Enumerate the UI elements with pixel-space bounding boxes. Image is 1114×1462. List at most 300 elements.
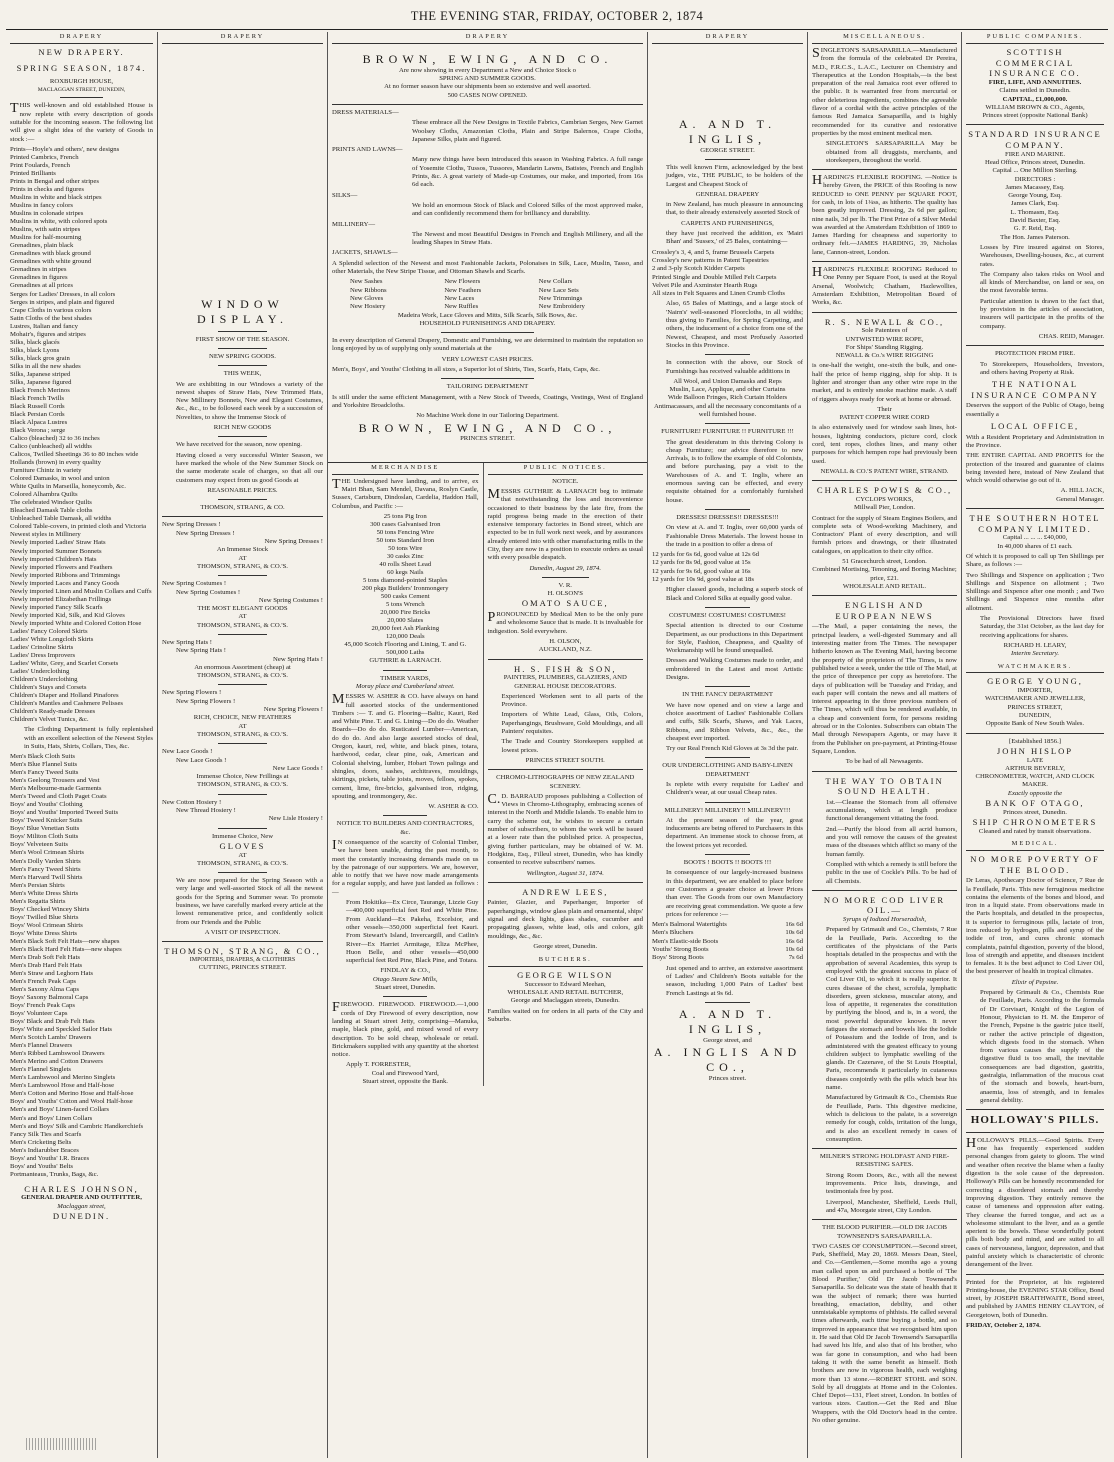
subhead: FURNITURE! FURNITURE !! FURNITURE !!!: [661, 428, 794, 436]
line: Successor to Edward Meehan,: [524, 980, 606, 988]
novelty-item: New Flowers: [444, 278, 481, 286]
novelty-item: New Hosiery: [350, 303, 386, 311]
list-item: Lustres, Italian and fancy: [10, 322, 78, 330]
column-header: DRAPERY: [162, 32, 323, 44]
cargo-item: 60 kegs Nails: [387, 569, 424, 577]
list-item: Muslin, Lace, Applique, and other Curtains: [669, 386, 786, 394]
print-smudge: [26, 1438, 96, 1450]
list-item: Muslins for half-mourning: [10, 234, 82, 242]
list-item: Men's Wool Crimean Shirts: [10, 849, 84, 857]
line: Cleaned and rated by transit observations.: [978, 827, 1092, 835]
list-item: Crossley's 3, 4, and 5, frame Brussels Carpets: [652, 248, 775, 256]
list-item: Boys' Velveteen Suits: [10, 841, 68, 849]
list-item: Newly imported Children's Hats: [10, 555, 97, 563]
list-item: Ladies' Crinoline Skirts: [10, 643, 74, 651]
list-item: Boys' and Youths' I.R. Braces: [10, 1154, 90, 1162]
hislop-heading: JOHN HISLOP: [996, 745, 1074, 756]
subhead: OUR UNDERCLOTHING AND BABY-LINEN DEPARTMENT: [662, 762, 793, 778]
list-item: Men's Lambswool and Merino Singlets: [10, 1074, 116, 1082]
list-item: Boys' and Youths' Imported Tweed Suits: [10, 809, 119, 817]
column-header: DRAPERY: [652, 32, 803, 44]
line: To be had of all Newsagents.: [845, 758, 924, 766]
line: New Spring Dresses !: [162, 521, 221, 529]
cargo-item: 50 tons Fencing Wire: [376, 528, 434, 536]
paragraph: Having closed a very successful Winter Season, we have marked the whole of the New Summer Stock on the same moderate scale of charges, so that all our customers may expect from us good Goods at: [176, 451, 323, 484]
list-item: Boys' Twilled Blue Shirts: [10, 913, 79, 921]
section-text: Many new things have been introduced this season in Washing Fabrics. A full range of Yosemite Cloths, Tussos, Tussores, Mandarin Lawns, Batistes, French and English Prints, &c. A great variety of Made-up Costumes, our make, and imported, from 16s 6d each.: [412, 156, 643, 189]
paragraph: C.D. BARRAUD proposes publishing a Collection of Views in Chromo-Lithography, embracing scenes of interest in the North and Middle Islands. To enable him to carry the scheme out, he wishes to secure a certain number of subscribers, to whom the work will be issued at a lower rate than the published price. A prospectus, giving further particulars, may be obtained of W. M. Hodgkins, Esq., Filleul street, Dunedin, who has kindly consented to receive subscribers' names.: [487, 791, 643, 867]
director-name: James Macassey, Esq.: [1005, 183, 1065, 191]
line: Opposite Bank of New South Wales.: [985, 720, 1085, 728]
paragraph: SINGLETON'S SARSAPARILLA.—Manufactured from the formula of the celebrated Dr Pereira, M.D., F.R.C.S., L.A.C., Lecturer on Chemistry and Therapeutics at the London Hospitals,—is the best preparation of the real Jamaica root ever offered to the public. It is warranted free from mercurial or other deleterious ingredients, combines the agreeable flavor of a cordial with the active principles of the famous Red Jamaica Sarsaparilla, and is highly recommended for its curative and restorative properties by the most eminent medical men.: [812, 45, 957, 137]
lead2: At no former season have our shipments been so extensive and well assorted.: [384, 83, 591, 91]
cargo-item: 50 tons Wire: [388, 544, 423, 552]
list-item: Newly imported White and Colored Cotton Hose: [10, 619, 142, 627]
section-text: A Splendid selection of the Newest and most Fashionable Jackets, Polonaises in Silk, Lace, Muslin, Tasso, and other Materials, the New Stripe Tissue, and Ottoman Shawls and Scarfs.: [332, 259, 643, 276]
health-heading: THE WAY TO OBTAIN SOUND HEALTH.: [825, 775, 944, 797]
list-item: Calico (bleached) 32 to 36 inches: [10, 435, 100, 443]
line: RICH, CHOICE, NEW FEATHERS: [193, 714, 292, 722]
subhead-prices: REASONABLE PRICES.: [207, 486, 278, 494]
date: Wellington, August 31, 1874.: [526, 869, 604, 877]
paragraph: Is replete with every requisite for Ladies' and Children's wear, at our usual Cheap rates.: [666, 780, 803, 797]
novelty-item: New Embroidery: [538, 303, 585, 311]
firm-name: THOMSON, STRANG, & CO.'S.: [197, 672, 288, 680]
paragraph: HARDING'S FLEXIBLE ROOFING Reduced to One Penny per Square Foot, is used at the Royal Arsenal, Woolwich; Chatham, Hazlewollies, Amsterdam Exhibition, Metropolitan Board of Works, &c.: [812, 265, 957, 307]
line: FIRE AND MARINE.: [1004, 150, 1065, 158]
novelty-item: New Ruffles: [444, 303, 479, 311]
list-item: Boys' White Dress Shirts: [10, 929, 78, 937]
firm-name: BROWN, EWING, AND CO.,: [358, 420, 617, 435]
novelty-item: New Feathers: [444, 286, 482, 294]
novelty-item: New Lace Sets: [538, 286, 579, 294]
line: RICHARD H. LEARY,: [1003, 641, 1067, 649]
price-item: 12 yards for 8s 9d, good value at 15s: [652, 559, 751, 567]
boot-price: 7s 6d: [788, 954, 803, 962]
list-item: Mohair's, figures and stripes: [10, 330, 86, 338]
paragraph: Is still under the same efficient Management, with a New Stock of Tweeds, Coatings, Vestings, West of England and Yorkshire Broadcloths.: [332, 393, 643, 409]
boot-price: 10s 6d: [785, 929, 803, 937]
line: Their: [877, 405, 892, 413]
line: Immense Choice, New: [211, 832, 274, 840]
list-item: Men's Straw and Leghorn Hats: [10, 969, 93, 977]
list-item: Boys' Black and Drab Felt Hats: [10, 1018, 95, 1026]
cargo-item: 20,000 Fire Bricks: [380, 609, 431, 617]
line: Princes street (opposite National Bank): [982, 112, 1088, 120]
line: NEWALL & CO.'S PATENT WIRE, STRAND.: [820, 467, 949, 475]
boot-price-row: [652, 921, 803, 929]
line: New Spring Hats !: [162, 639, 212, 646]
paragraph: TWO CASES OF CONSUMPTION.—Second street, Park, Sheffield, May 20, 1869. Messrs Dean, Steel, and Co.—Gentlemen,—Some months ago a young man called upon us and purchased a bottle of 'The Blood Purifier,' Old Dr Jacob Townsend's Sarsaparilla. So delicate was the state of health that it was the subject of remark; there was hurried breathing, emaciation, debility, and other unmistakable symptoms of phthisis. He called several times afterwards, each time buying a bottle, and so improved in appearance that we recognised him upon it. He said that Old Dr Jacob Townsend's Sarsaparilla had saved his life, and also that of his brother, who was far gone in consumption, and who had been taking it with the same benefit as himself. Both brothers are now in vigorous health, each weighing more than 13 stone.—ROBERT STOHL and SON. Sold by all druggists at Home and in the Colonies. Chief Depot—131, Fleet street, London. In bottles of various sizes. Caution.—Get the Red and Blue Wrappers, with the Old Doctor's head in the centre. No other genuine.: [812, 1242, 957, 1425]
paragraph: We are exhibiting in our Windows a variety of the newest shapes of Straw Hats, New Trimmed Hats, New Millinery Bonnets, New and Elegant Costumes, &c., &c., to be followed each week by a succession of Novelties, to show the Immense Stock of: [176, 380, 323, 421]
boot-price: 10s 6d: [785, 946, 803, 954]
hotel-heading: THE SOUTHERN HOTEL COMPANY LIMITED.: [969, 513, 1101, 534]
list-item: All sizes in Felt Squares and Linen Crumb Cloths: [652, 290, 785, 298]
paragraph: We have now opened and on view a large and choice assortment of Ladies' Fashionable Collars and cuffs, Silk Scarfs, Shaws, and Yak Laces, Ribbons, and Ribbon Velvets, &c., &c., the cheapest ever imported.: [666, 701, 803, 742]
list-item: Men's Black Soft Felt Hats—new shapes: [10, 937, 120, 945]
subhead-first-show: FIRST SHOW OF THE SEASON.: [195, 335, 290, 343]
list-item: Men's Tweed and Cloth Paget Coats: [10, 793, 107, 801]
list-item: Wide Balloon Fringes, Rich Curtain Holders: [667, 394, 788, 402]
paragraph: Liverpool, Manchester, Sheffield, Leeds Hull, and 47a, Moorgate street, City London.: [826, 1198, 957, 1214]
boot-price: 16s 6d: [785, 921, 803, 929]
column-public-companies: [962, 32, 1108, 1458]
lees-title: ANDREW LEES,: [522, 886, 609, 897]
list-item: Men's Flannel Drawers: [10, 1042, 73, 1050]
line: CHAS. REID, Manager.: [1038, 332, 1104, 340]
list-item: Men's Ribbed Lambswool Drawers: [10, 1050, 105, 1058]
butchers-header: BUTCHERS.: [488, 955, 643, 967]
paragraph: The great desideratum in this thriving Colony is cheap Furniture; our advice therefore to new Arrivals, is to follow the example of old Colonists, and before purchasing, pay a visit to the Warehouses of A. and T. Inglis, where an enormous saving can be effected, and every requisite obtained for a comfortably furnished house.: [666, 438, 803, 504]
list-item: Men's Flannel Singlets: [10, 1066, 72, 1074]
line: LOCAL OFFICE,: [990, 421, 1080, 432]
signature-name: CHARLES JOHNSON,: [24, 1183, 139, 1194]
list-item: Children's Mantles and Cashmere Pelisses: [10, 700, 124, 708]
imprint: Printed for the Proprietor, at his registered Printing-house, the EVENING STAR Office, Bond street, by JOSEPH BRAITHWAITE, Bond street, and published by JAMES HENRY CLAYTON, of Georgetown, both of Dunedin.: [966, 1278, 1104, 1319]
list-item: Velvet Pile and Axminster Hearth Rugs: [652, 281, 758, 289]
line: New Spring Costumes !: [162, 580, 227, 588]
street: GEORGE STREET.: [700, 146, 755, 154]
line: WILLIAM BROWN & CO., Agents,: [985, 103, 1085, 111]
tailoring-heading: TAILORING DEPARTMENT: [446, 383, 529, 391]
list-item: Muslins in white and black stripes: [10, 194, 102, 202]
paragraph: Importers of White Lead, Glass, Oils, Colors, Paperhangings, Brushware, Gold Mouldings, and all Painters' requisites.: [501, 711, 643, 736]
line: New Spring Costumes !: [258, 596, 323, 604]
director-name: James Clark, Esq.: [1011, 200, 1059, 208]
line: NEWALL & Co.'s WIRE RIGGING: [835, 352, 934, 360]
list-item: Men's Merino and Cotton Drawers: [10, 1058, 103, 1066]
line: New Spring Costumes !: [176, 588, 241, 596]
holloway-heading: HOLLOWAY'S PILLS.: [970, 1114, 1100, 1127]
masthead: THE EVENING STAR, FRIDAY, OCTOBER 2, 1874: [6, 4, 1108, 30]
paragraph: The Provisional Directors have fixed Saturday, the 31st October, as the last day for receiving applications for shares.: [980, 615, 1104, 639]
line: WHOLESALE AND RETAIL BUTCHER,: [507, 989, 624, 997]
firm-name: THOMSON, STRANG, & CO.'S.: [197, 859, 288, 867]
cod-heading: NO MORE COD LIVER OIL.—: [823, 894, 946, 916]
list-item: Silks in all the new shades: [10, 362, 81, 370]
list-item: Silks, black Lyons: [10, 346, 60, 354]
subhead-this-week: THIS WEEK,: [223, 370, 262, 378]
list-item: Boys' Wool Crimean Shirts: [10, 921, 83, 929]
paragraph: Special attention is directed to our Costume Department, as our productions in this Department for Style, Fashion, Cheapness, and Quality of Workmanship will be found unequalled.: [666, 622, 803, 655]
list-item: 2 and 3-ply Scotch Kidder Carpets: [652, 265, 745, 273]
line: PRINCES STREET,: [1007, 703, 1063, 711]
list-item: Muslins, with satin stripes: [10, 226, 81, 234]
line: 51 Gracechurch street, London.: [842, 557, 927, 565]
merchandise-column: [328, 463, 484, 1087]
price-list: [652, 551, 803, 584]
paragraph: 1st.—Cleanse the Stomach from all offensive accumulations, which at length produce functional derangement vitiating the food.: [826, 798, 957, 823]
line: Claims settled in Dunedin.: [999, 87, 1071, 95]
signature: FINDLAY & CO.,: [380, 967, 431, 975]
fish-title: H. S. FISH & SON,: [513, 663, 617, 674]
list-item: The celebrated Windsor Quilts: [10, 499, 92, 507]
gloves-heading: GLOVES: [219, 840, 266, 851]
list-item: Satin Cloths of the best shades: [10, 314, 92, 322]
column-header: MISCELLANEOUS.: [812, 32, 957, 44]
list-item: Boys' Militon Cloth Suits: [10, 833, 79, 841]
list-item: Muslins in fancy colors: [10, 202, 73, 210]
director-name: George Young, Esq.: [1008, 192, 1062, 200]
list-item: Men's Drab Hard Felt Hats: [10, 961, 83, 969]
paragraph: Also, 65 Bales of Mattings, and a large stock of 'Nairn's' well-seasoned Floorcloths, in all widths; thus giving to Families, for Spring Carpeting, and others, the inducement of a choice from one of the Newest, Cheapest, and most Profusely Assorted Stocks in this Province.: [666, 300, 803, 349]
paragraph: In consequence of our largely-increased business in this department, we are enabled to place before our Customers a greater choice at lower Prices than ever. The Goods from our own Manufactory are receiving great commendation. We quote a few prices for reference :—: [666, 869, 803, 918]
boots-price-list: [652, 921, 803, 962]
cash-prices: VERY LOWEST CASH PRICES.: [441, 355, 534, 363]
section-text: We hold an enormous Stock of Black and Colored Silks of the most approved make, and can confidently recommend them for brilliancy and durability.: [412, 201, 643, 218]
list-item: Boys' Blue Venetian Suits: [10, 825, 80, 833]
list-item: Black Russell Cords: [10, 402, 65, 410]
novelty-item: New Sashes: [350, 278, 383, 286]
furnishing-list: [652, 378, 803, 419]
newall-title: R. S. NEWALL & CO.,: [824, 316, 945, 327]
sauce-title: OMATO SAUCE,: [521, 598, 609, 609]
list-item: Newly imported Flowers and Feathers: [10, 563, 113, 571]
novelty-item: New Gloves: [350, 294, 384, 302]
firm-name: THOMSON, STRANG, & CO.'S.: [197, 562, 288, 570]
line: New Spring Flowers !: [162, 689, 222, 697]
subhead: COSTUMES! COSTUMES! COSTUMES!: [668, 611, 787, 619]
column-drapery-thomson: [158, 32, 328, 1458]
column-header: DRAPERY: [10, 32, 153, 44]
cargo-item: 30 casks Zinc: [386, 552, 424, 560]
address: PRINCES STREET SOUTH.: [525, 756, 605, 764]
list-item: Boys' Tweed Knicker Suits: [10, 817, 83, 825]
address: George street, Dunedin.: [533, 942, 598, 950]
line: New Spring Dresses !: [176, 529, 235, 537]
ad-title: NEW DRAPERY.: [38, 46, 125, 57]
list-item: Black French Merinos: [10, 386, 70, 394]
paragraph: To Storekeepers, Householders, Investors, and others having Property at Risk.: [980, 360, 1104, 376]
paragraph: —The Mail, a paper containing the news, the principal leaders, a well-digested Summary and all interesting matter from The Times. The newspaper hitherto known as The Evening Mail, having become the property of the proprietors of The Times, is now published twice a week, under the title of The Mail, at the price of threepence per copy as heretofore. The days of publication will be Tuesday and Friday, and each paper will contain the news and all matters of interest appearing in the three previous numbers of The Times, which will thus be rendered available, in a cheap and convenient form, for persons residing abroad or in the Colonies. Subscribers can obtain The Mail through Newspapers Agents, or may have it from the Publisher on pre-payment, at Printing-House Square, London.: [812, 623, 957, 755]
list-item: Newly imported Linen and Muslin Collars and Cuffs: [10, 587, 152, 595]
list-item: Boys' and Youths' Clothing: [10, 801, 83, 809]
list-item: Boys' Saxony Balmoral Caps: [10, 994, 89, 1002]
paragraph: Manufactured by Grimault & Co., Chemists Rue de Feuillade, Paris. This digestive medicine, which is delicious to the palate, is a sovereign remedy for cough, colds, irritation of the lungs, and is also an excellent remedy in cases of consumption.: [826, 1094, 957, 1143]
young-heading: GEORGE YOUNG,: [987, 676, 1083, 687]
line: New Spring Hats !: [273, 655, 323, 663]
paragraph: The Trade and Country Storekeepers supplied at lowest prices.: [501, 738, 643, 754]
list-item: Men's Lambswool Hose and Half-hose: [10, 1082, 115, 1090]
line: New Cotton Hosiery !: [162, 798, 222, 806]
firm-name: THOMSON, STRANG, & CO.: [200, 504, 285, 512]
list-item: Prints—Hoyle's and others', new designs: [10, 145, 120, 153]
paragraph: HOLLOWAY'S PILLS.—Good Spirits. Every one has frequently experienced sudden personal changes from gaiety to gloom. The wind and weather often receive the blame when a faulty digestion is the sole cause of the depression. Holloway's Pills can be honestly recommended for correcting a disordered stomach and thereby improving digestion. They entirely remove the cause of tameness and oppression after eating. They cleanse the furred tongue, and act as a wholesome stimulant to the liver, and as a gentle aperient to the bowels. These wonderfully potent pills both body and mind, and are suited to all cases of nervousness, languor, depression, and that painful anxiety which is characteristic of chronic derangement of the liver.: [966, 1135, 1104, 1269]
list-item: Furniture Chintz in variety: [10, 467, 82, 475]
medical-header: MEDICAL.: [966, 839, 1104, 851]
section-title: DRESS MATERIALS—: [332, 109, 399, 116]
list-item: Bleached Damask Table cloths: [10, 507, 93, 515]
list-item: Muslins in white, with colored spots: [10, 218, 108, 226]
boot-price-row: [652, 929, 803, 937]
at: AT: [238, 851, 247, 859]
ad-street: MACLAGGAN STREET, DUNEDIN,: [37, 86, 126, 93]
column-brown-ewing: [328, 32, 648, 1458]
line: BANK OF OTAGO,: [985, 798, 1085, 809]
line: PATENT COPPER WIRE CORD: [839, 414, 930, 422]
at: AT: [238, 554, 247, 562]
cargo-item: 50 tons Standard Iron: [376, 536, 435, 544]
list-item: Boys' Checked Wincey Shirts: [10, 905, 90, 913]
list-item: Newly imported Summer Bonnets: [10, 547, 102, 555]
list-item: Men's Fancy Tweed Suits: [10, 769, 79, 777]
fish-trade: PAINTERS, PLUMBERS, GLAZIERS, AND: [503, 674, 627, 682]
scottish-heading: SCOTTISH COMMERCIAL INSURANCE CO.: [989, 46, 1081, 79]
list-item: Newly imported Ladies' Straw Hats: [10, 539, 106, 547]
list-item: Grenadines at all prices: [10, 282, 73, 290]
poverty-heading: NO MORE POVERTY OF THE BLOOD.: [970, 853, 1100, 875]
price-item: 12 yards for 10s 9d, good value at 18s: [652, 576, 754, 584]
paragraph: Experienced Workmen sent to all parts of the Province.: [501, 692, 643, 709]
list-item: Portmanteaus, Trunks, Bags, &c.: [10, 1170, 99, 1178]
list-item: Colored Table-covers, in printed cloth and Victoria: [10, 523, 147, 531]
powis-title: CHARLES POWIS & CO.,: [816, 485, 953, 496]
list-item: Boys' and Youths' Belts: [10, 1162, 73, 1170]
national-heading: THE NATIONAL INSURANCE COMPANY: [971, 379, 1099, 400]
list-item: Boys' Volunteer Caps: [10, 1010, 68, 1018]
cargo-item: 200 pkgs Builders' Ironmongery: [362, 585, 449, 593]
line: THE MOST ELEGANT GOODS: [197, 605, 288, 613]
cargo-item: 120,000 Deals: [385, 633, 425, 641]
line: An enormous Assortment (cheap) at: [194, 663, 291, 671]
list-item: Men's Fancy Tweed Shirts: [10, 865, 81, 873]
price-item: 12 yards for 6s 6d, good value at 12s 6d: [652, 551, 759, 559]
paragraph: On view at A. and T. Inglis, over 60,000 yards of Fashionable Dress Materials. The lowest house in the trade in a position to offer a dress of: [666, 524, 803, 548]
line: Combined Mortising, Tenoning, and Boring Machine; price, £21.: [812, 566, 957, 582]
line: Exactly opposite the: [1007, 789, 1063, 797]
line: ARTHUR BEVERLY,: [1005, 764, 1065, 772]
subhead: CARPETS AND FURNISHINGS,: [681, 219, 774, 227]
list-item: Black Alpaca Lustres: [10, 419, 68, 427]
list-item: Newly imported Elizabethan Frillings: [10, 595, 112, 603]
list-item: Ladies' White, Grey, and Scarlet Corsets: [10, 659, 119, 667]
line: Immense Choice, New Frillings at: [196, 773, 289, 781]
notice-heading: NOTICE TO BUILDERS AND CONTRACTORS, &c.: [336, 820, 474, 836]
list-item: Boys' and Youths' Cotton and Wool Half-hose: [10, 1098, 133, 1106]
list-item: Men's Drab Soft Felt Hats: [10, 953, 80, 961]
line: UNTWISTED WIRE ROPE,: [845, 335, 924, 343]
list-item: Men's and Boys' Silk and Cambric Handkerchiefs: [10, 1122, 144, 1130]
line: New Spring Dresses !: [264, 538, 323, 546]
signature: Apply T. FORRESTER,: [346, 1061, 411, 1069]
paragraph: Deserves the support of the Public of Otago, being essentially a: [966, 402, 1104, 418]
paragraph: Higher classed goods, including a superb stock of Black and Colored Silks at equally good value.: [666, 586, 803, 602]
firm-name: A. INGLIS AND CO.,: [653, 1044, 802, 1074]
firm-name: A. AND T. INGLIS,: [678, 116, 777, 146]
line: IMPORTER,: [1017, 687, 1053, 695]
line: Families waited on for orders in all parts of the City and Suburbs.: [487, 1007, 643, 1024]
boot-item: Men's Balmoral Watertights: [652, 921, 727, 929]
list-item: Children's Ready-made Dresses: [10, 708, 96, 716]
list-item: Men's Black Hard Felt Hats—new shapes: [10, 945, 122, 953]
paragraph: Men's, Boys', and Youths' Clothing in all sizes, a Superior lot of Shirts, Ties, Scarfs, Hats, Caps, &c.: [332, 366, 600, 374]
directors-list: [966, 184, 1104, 242]
subhead-rich-goods: RICH NEW GOODS: [213, 424, 272, 432]
paragraph: Strong Room Doors, &c., with all the newest improvements. Price lists, drawings, and testimonials free by post.: [826, 1171, 957, 1196]
list-item: Children's Velvet Tunics, &c.: [10, 716, 89, 724]
list-item: Men's Cricketing Belts: [10, 1138, 72, 1146]
signature-city: DUNEDIN.: [52, 1211, 111, 1221]
line: Capital ... ... ... £40,000,: [1002, 534, 1068, 542]
signature-title: GENERAL DRAPER AND OUTFITTER,: [21, 1194, 142, 1202]
timber-yards: TIMBER YARDS,: [380, 674, 431, 682]
novelty-item: New Trimmings: [538, 294, 583, 302]
ad-title: BROWN, EWING, AND CO.: [362, 51, 613, 66]
line: New Lace Goods !: [272, 764, 323, 772]
line: New Lisle Hosiery !: [268, 815, 323, 823]
ad-house: ROXBURGH HOUSE,: [49, 78, 114, 86]
news-heading: ENGLISH AND EUROPEAN NEWS: [835, 600, 934, 621]
season: SPRING AND SUMMER GOODS.: [439, 75, 536, 83]
goods-list: [10, 146, 153, 724]
column-inglis: [648, 32, 808, 1458]
list-item: Newly imported Kid, Silk, and Kid Gloves: [10, 611, 125, 619]
line: Capital ... One Million Sterling.: [992, 167, 1078, 175]
paragraph: FIREWOOD. FIREWOOD. FIREWOOD.—1,000 cords of Dry Firewood of every description, now landing at Stuart street Jetty, comprising—Manuka, maple, black pine, gold, and mixed wood of every description. To be sold cheap, wholesale or retail. Brickmakers supplied with any quantity at the shortest notice.: [332, 1000, 479, 1059]
list-item: Black French Twills: [10, 394, 65, 402]
boot-item: Men's Elastic-side Boots: [652, 937, 719, 945]
line: CYCLOPS WORKS,: [855, 495, 914, 503]
list-item: Men's Persian Shirts: [10, 881, 65, 889]
list-item: Crossley's new patterns in Patent Tapestries: [652, 256, 769, 264]
cargo-item: 45,000 Scotch Flooring and Lining, T. and G.: [344, 641, 467, 649]
list-item: Calico (unbleached) all widths: [10, 443, 92, 451]
list-item: Ladies' Dress Improvers: [10, 651, 76, 659]
paragraph: The Company also takes risks on Wool and all kinds of Merchandise, on land or sea, on the most favorable terms.: [980, 270, 1104, 295]
signature-street: Maclaggan street,: [57, 1202, 106, 1210]
list-item: Newest styles in Millinery: [10, 531, 81, 539]
cargo-item: 500,000 Laths: [386, 649, 425, 657]
paragraph: they have just received the addition, ex 'Mairi Bhan' and 'Sussex,' of 25 Bales, containing—: [666, 230, 803, 246]
address: Moray place and Cumberland street.: [355, 682, 455, 690]
paragraph: Contract for the supply of Steam Engines Boilers, and complete sets of Wood-working Machinery, and Contractors' Plant of every description, and will furnish prices and drawings, or their illustrated catalogues, on application to their city office.: [812, 514, 957, 555]
list-item: Printed Single and Double Milled Felt Carpets: [652, 273, 777, 281]
boot-item: Youths' Strong Boots: [652, 946, 709, 954]
line: DUNEDIN,: [1018, 712, 1052, 720]
cargo-list: [332, 513, 479, 658]
paragraph: Complied with which a remedy is still before the public in the use of Cockle's Pills. To be had of all Chemists.: [826, 860, 957, 885]
list-item: Grenadines in figures: [10, 274, 68, 282]
list-item: Calicos, Twilled Sheetings 36 to 80 inches wide: [10, 451, 139, 459]
list-item: Children's Stays and Corsets: [10, 684, 87, 692]
paragraph: Of which it is proposed to call up Ten Shillings per Share, as follows :—: [966, 552, 1104, 569]
line: FIRE, LIFE, AND ANNUITIES.: [988, 78, 1082, 86]
price-item: 12 yards for 9s 6d, good value at 16s: [652, 567, 751, 575]
columns: [6, 32, 1108, 1458]
list-item: Silks, Japanese striped: [10, 370, 71, 378]
at: AT: [238, 722, 247, 730]
olson: H. OLSON,: [549, 638, 582, 646]
section-text: These embrace all the New Designs in Textile Fabrics, Cambrian Serges, New Garnet Woolsey Cloths, Amazonian Cloths, Plain and Stripe Balernos, Crape Cloths, Japanese Silks, plain and figured.: [412, 119, 643, 143]
paragraph: No Machine Work done in our Tailoring Department.: [416, 412, 559, 420]
standard-heading: STANDARD INSURANCE COMPANY.: [968, 129, 1102, 151]
address: AUCKLAND, N.Z.: [538, 646, 592, 654]
subhead: BOOTS ! BOOTS !! BOOTS !!!: [683, 859, 772, 867]
line: WATCHMAKER AND JEWELLER,: [984, 695, 1086, 703]
list-item: Children's Underclothing: [10, 676, 78, 684]
paragraph: IN consequence of the scarcity of Colonial Timber, we have been unable, during the past month, to meet the constantly increasing demands made on us by the patronage of our supporters. We are, however, able to notify that we have now made arrangements for a regular supply, and have just landed as follows :—: [332, 838, 479, 896]
line: General Manager.: [1056, 495, 1104, 503]
household-heading: HOUSEHOLD FURNISHINGS AND DRAPERY.: [419, 319, 556, 327]
line: George and Maclaggan streets, Dunedin.: [510, 997, 620, 1005]
list-item: Men's Saxony Alma Caps: [10, 986, 80, 993]
line: Sole Patentees of: [861, 327, 908, 335]
list-item: Children's Diaper and Holland Pinafores: [10, 692, 119, 700]
paragraph: With a Resident Proprietary and Administration in the Province.: [966, 433, 1104, 449]
line: Millwall Pier, London.: [853, 504, 916, 512]
line: New Spring Flowers !: [263, 706, 323, 714]
paragraph: We have received for the season, now opening.: [176, 441, 302, 449]
